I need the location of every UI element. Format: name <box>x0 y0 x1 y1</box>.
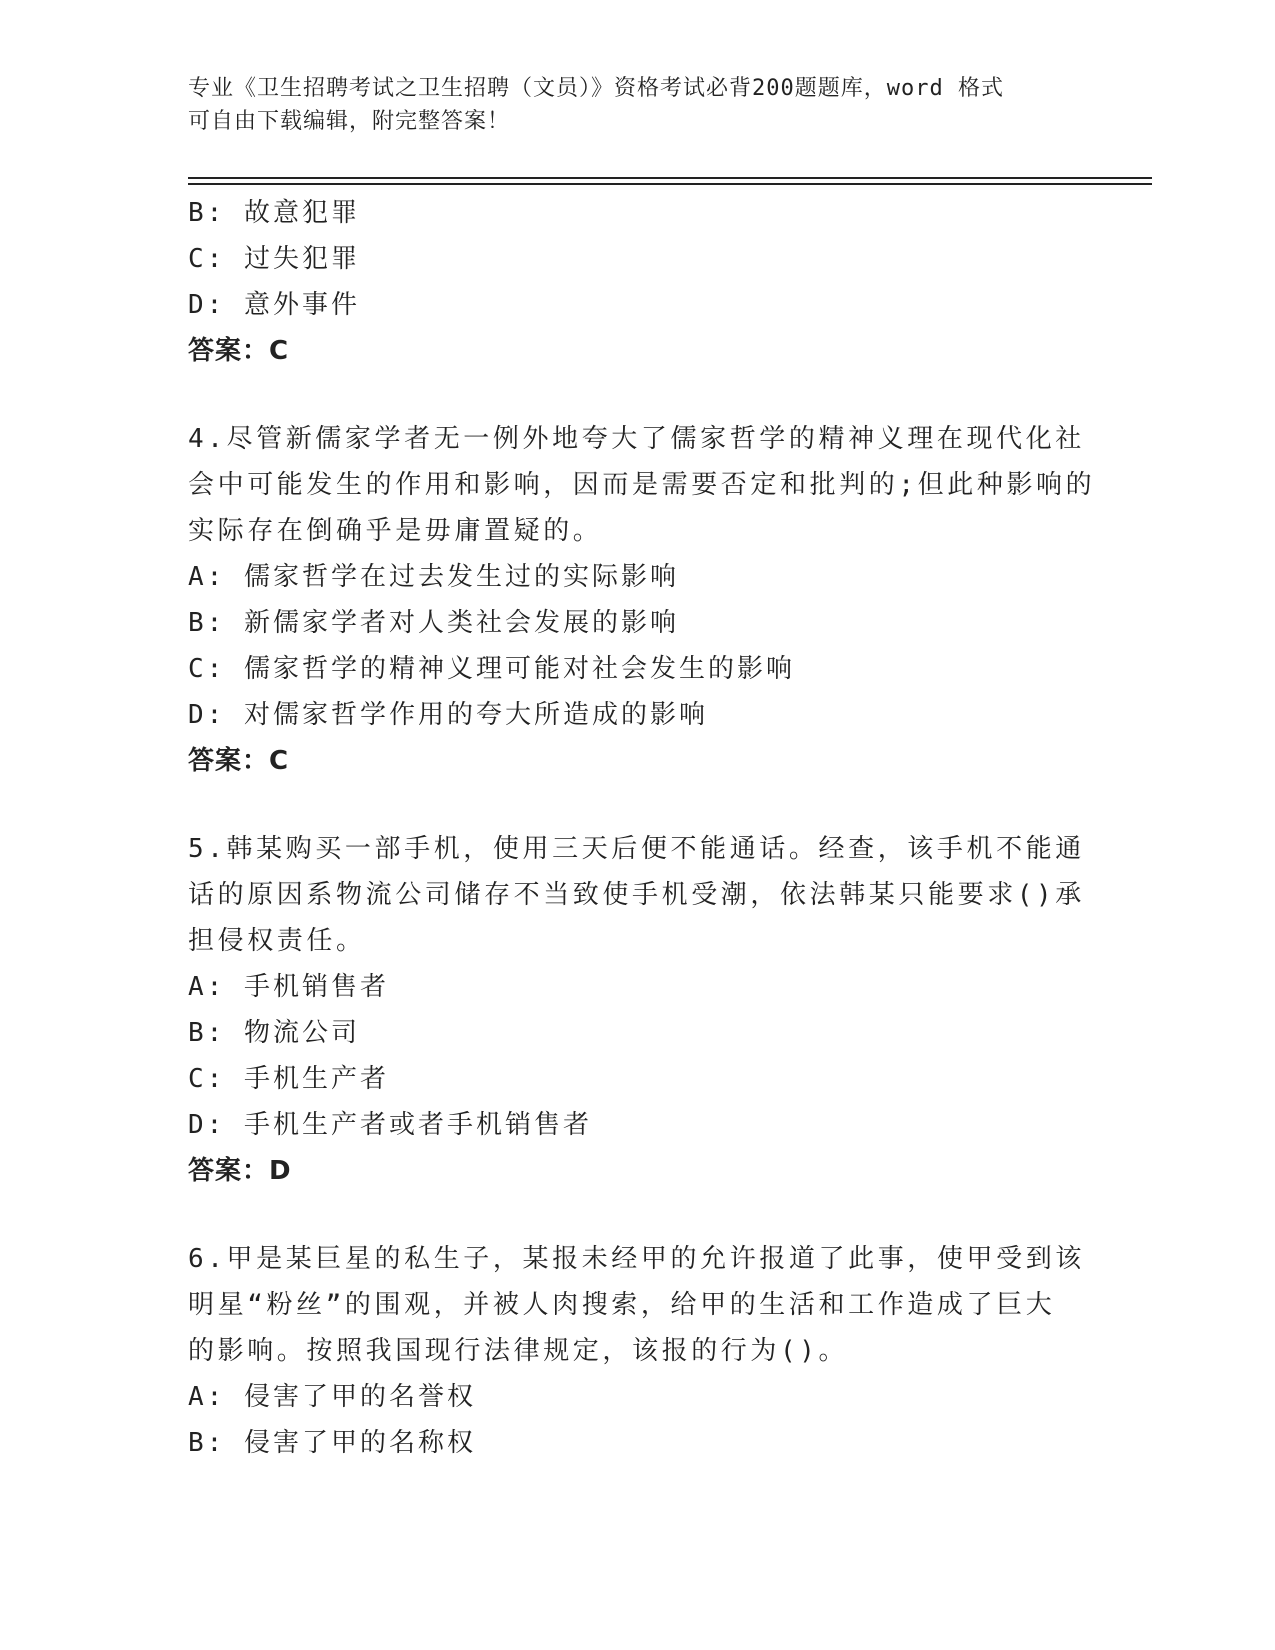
question-text-line: 的影响。按照我国现行法律规定，该报的行为()。 <box>188 1336 849 1366</box>
option-d: D: 意外事件 <box>188 290 360 320</box>
question-6-text <box>188 1236 1088 1374</box>
header-divider-bottom <box>188 183 1152 185</box>
question-text-line: 话的原因系物流公司储存不当致使手机受潮，依法韩某只能要求()承 <box>188 880 1085 910</box>
option-d: D: 手机生产者或者手机销售者 <box>188 1110 592 1140</box>
option-b: B: 物流公司 <box>188 1018 360 1048</box>
spacer <box>188 1194 1088 1236</box>
question-5-text <box>188 826 1088 964</box>
option-a: A: 儒家哲学在过去发生过的实际影响 <box>188 562 679 592</box>
question-text-line: 担侵权责任。 <box>188 926 366 956</box>
option-c: C: 手机生产者 <box>188 1064 389 1094</box>
option-d: D: 对儒家哲学作用的夸大所造成的影响 <box>188 700 708 730</box>
question-text-line: 实际存在倒确乎是毋庸置疑的。 <box>188 516 603 546</box>
question-text-line: 明星“粉丝”的围观，并被人肉搜索，给甲的生活和工作造成了巨大 <box>188 1290 1056 1320</box>
question-text-line: 4.尽管新儒家学者无一例外地夸大了儒家哲学的精神义理在现代化社 <box>188 424 1085 454</box>
header-divider-top <box>188 177 1152 179</box>
question-3-options <box>188 190 1088 328</box>
question-text-line: 6.甲是某巨星的私生子，某报未经甲的允许报道了此事，使甲受到该 <box>188 1244 1085 1274</box>
option-b: B: 新儒家学者对人类社会发展的影响 <box>188 608 679 638</box>
option-b: B: 侵害了甲的名称权 <box>188 1428 476 1458</box>
option-b: B: 故意犯罪 <box>188 198 360 228</box>
header-title-line-1: 专业《卫生招聘考试之卫生招聘（文员）》资格考试必背200题题库，word 格式 <box>188 76 1004 101</box>
option-c: C: 过失犯罪 <box>188 244 360 274</box>
question-5-answer: 答案：D <box>188 1156 292 1186</box>
spacer <box>188 374 1088 416</box>
question-list <box>188 190 1096 1466</box>
option-a: A: 手机销售者 <box>188 972 389 1002</box>
option-c: C: 儒家哲学的精神义理可能对社会发生的影响 <box>188 654 795 684</box>
question-text-line: 会中可能发生的作用和影响，因而是需要否定和批判的;但此种影响的 <box>188 470 1096 500</box>
question-3-answer: 答案：C <box>188 336 290 366</box>
question-text-line: 5.韩某购买一部手机，使用三天后便不能通话。经查，该手机不能通 <box>188 834 1085 864</box>
question-4-answer: 答案：C <box>188 746 290 776</box>
spacer <box>188 784 1088 826</box>
header-title-line-2: 可自由下载编辑，附完整答案！ <box>188 109 511 134</box>
option-a: A: 侵害了甲的名誉权 <box>188 1382 476 1412</box>
question-4-text <box>188 416 1096 554</box>
question-6-options <box>188 1374 1088 1466</box>
question-4-options <box>188 554 1088 738</box>
document-header <box>188 72 1068 138</box>
question-5-options <box>188 964 1088 1148</box>
